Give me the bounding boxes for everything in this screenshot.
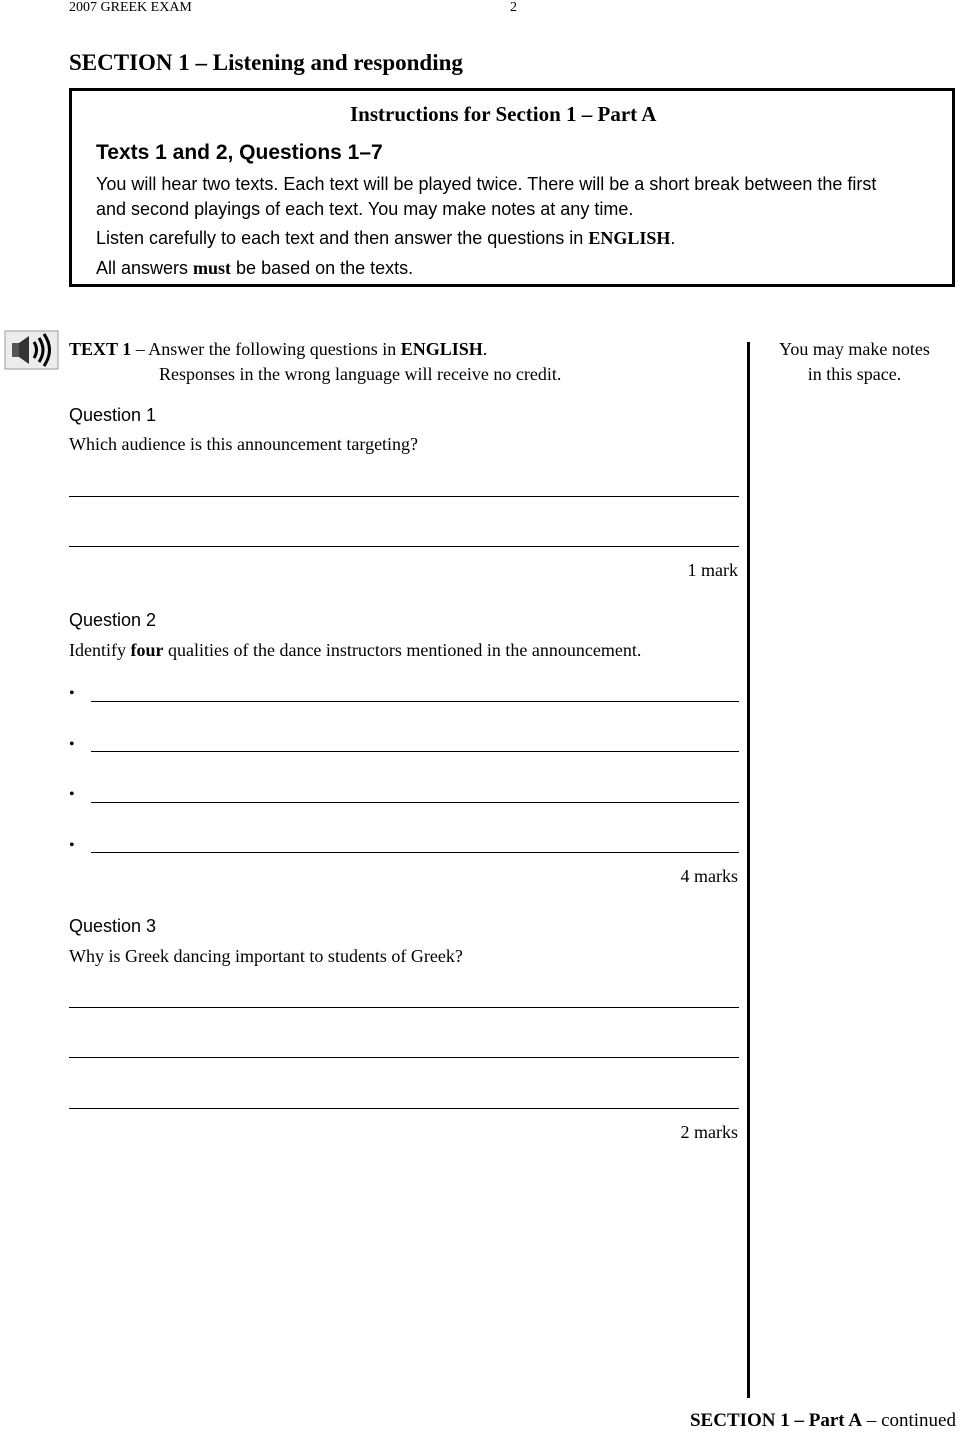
footer-continued: SECTION 1 – Part A – continued	[689, 1410, 956, 1431]
instructions-title: Instructions for Section 1 – Part A	[350, 102, 657, 126]
question-2-text: Identify four qualities of the dance instructors mentioned in the announcement.	[69, 640, 642, 660]
question-1-text: Which audience is this announcement targeting?	[69, 434, 419, 454]
q2-answer-line-1[interactable]	[91, 701, 739, 702]
question-1-marks: 1 mark	[687, 560, 738, 580]
question-2-title: Question 2	[69, 610, 157, 630]
q2-answer-line-3[interactable]	[91, 802, 739, 803]
instructions-line-1: You will hear two texts. Each text will be played twice. There will be a short break between the first	[96, 174, 877, 194]
instructions-line-2: and second playings of each text. You may make notes at any time.	[96, 199, 634, 219]
text1-warning: Responses in the wrong language will receive no credit.	[159, 364, 562, 384]
notes-divider	[747, 342, 750, 1398]
notes-label-line-1: You may make notes	[779, 339, 930, 359]
question-1-title: Question 1	[69, 405, 157, 425]
instructions-subtitle: Texts 1 and 2, Questions 1–7	[96, 141, 383, 164]
question-3-text: Why is Greek dancing important to students of Greek?	[69, 946, 463, 966]
question-3-marks: 2 marks	[680, 1122, 738, 1142]
q3-answer-line-1[interactable]	[69, 1007, 739, 1008]
instructions-line-4: All answers must be based on the texts.	[96, 258, 414, 278]
notes-label-line-2: in this space.	[807, 364, 902, 384]
section-title: SECTION 1 – Listening and responding	[69, 50, 463, 75]
page-number: 2	[510, 0, 517, 15]
q2-answer-line-2[interactable]	[91, 751, 739, 752]
q3-answer-line-2[interactable]	[69, 1057, 739, 1058]
text1-instruction: TEXT 1 – Answer the following questions in ENGLISH.	[69, 339, 488, 359]
q1-answer-line-2[interactable]	[69, 546, 739, 547]
question-3-title: Question 3	[69, 916, 157, 936]
bullet-icon: •	[69, 837, 75, 854]
q1-answer-line-1[interactable]	[69, 496, 739, 497]
bullet-icon: •	[69, 685, 75, 702]
exam-title: 2007 GREEK EXAM	[69, 0, 192, 15]
instructions-line-3: Listen carefully to each text and then answer the questions in ENGLISH.	[96, 228, 676, 248]
bullet-icon: •	[69, 786, 75, 803]
q3-answer-line-3[interactable]	[69, 1108, 739, 1109]
speaker-icon	[4, 330, 59, 370]
bullet-icon: •	[69, 736, 75, 753]
question-2-marks: 4 marks	[680, 866, 738, 886]
q2-answer-line-4[interactable]	[91, 852, 739, 853]
